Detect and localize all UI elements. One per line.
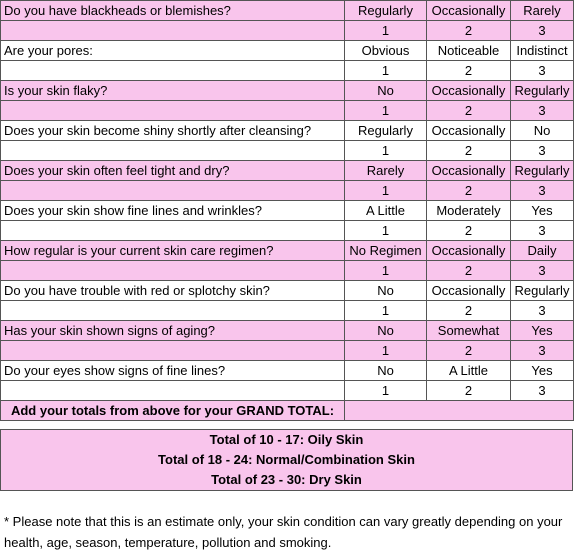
answer-option: Obvious (345, 41, 427, 61)
score-value: 2 (427, 381, 511, 401)
answer-option: Rarely (511, 1, 574, 21)
grand-total-label: Add your totals from above for your GRAND TOTAL: (1, 401, 345, 421)
answer-option: Occasionally (427, 81, 511, 101)
score-row (1, 61, 574, 81)
score-value: 2 (427, 301, 511, 321)
answer-option: Yes (511, 361, 574, 381)
answer-option: Regularly (511, 81, 574, 101)
score-value: 1 (345, 101, 427, 121)
answer-option: No (345, 281, 427, 301)
question-row (1, 361, 574, 381)
score-value: 3 (511, 381, 574, 401)
score-row-spacer (1, 261, 345, 281)
answer-option: Occasionally (427, 1, 511, 21)
score-row-spacer (1, 221, 345, 241)
score-row (1, 381, 574, 401)
question-row (1, 41, 574, 61)
answer-option: Yes (511, 201, 574, 221)
score-value: 3 (511, 101, 574, 121)
score-value: 1 (345, 301, 427, 321)
score-row-spacer (1, 141, 345, 161)
result-normal-combination: Total of 18 - 24: Normal/Combination Skin (158, 452, 415, 467)
answer-option: Rarely (345, 161, 427, 181)
score-row (1, 181, 574, 201)
score-value: 2 (427, 61, 511, 81)
question-text: Do you have blackheads or blemishes? (1, 1, 345, 21)
score-row-spacer (1, 101, 345, 121)
answer-option: Occasionally (427, 161, 511, 181)
question-row (1, 161, 574, 181)
score-value: 2 (427, 261, 511, 281)
answer-option: Regularly (511, 161, 574, 181)
score-row-spacer (1, 381, 345, 401)
answer-option: Regularly (511, 281, 574, 301)
answer-option: No (345, 321, 427, 341)
score-row-spacer (1, 61, 345, 81)
question-row (1, 321, 574, 341)
score-row (1, 301, 574, 321)
question-row (1, 121, 574, 141)
score-row-spacer (1, 341, 345, 361)
question-row (1, 241, 574, 261)
answer-option: Occasionally (427, 121, 511, 141)
score-value: 3 (511, 341, 574, 361)
answer-option: Occasionally (427, 281, 511, 301)
answer-option: Moderately (427, 201, 511, 221)
answer-option: Yes (511, 321, 574, 341)
score-value: 2 (427, 21, 511, 41)
question-row (1, 281, 574, 301)
score-row (1, 141, 574, 161)
question-text: Does your skin become shiny shortly after cleansing? (1, 121, 345, 141)
question-text: Does your skin show fine lines and wrinkles? (1, 201, 345, 221)
score-row (1, 261, 574, 281)
question-text: Do you have trouble with red or splotchy skin? (1, 281, 345, 301)
score-row (1, 101, 574, 121)
results-box (0, 429, 573, 491)
score-value: 3 (511, 301, 574, 321)
score-row-spacer (1, 301, 345, 321)
answer-option: Regularly (345, 1, 427, 21)
question-row (1, 1, 574, 21)
answer-option: Occasionally (427, 241, 511, 261)
answer-option: A Little (427, 361, 511, 381)
score-value: 2 (427, 341, 511, 361)
score-value: 1 (345, 221, 427, 241)
answer-option: Noticeable (427, 41, 511, 61)
score-value: 1 (345, 381, 427, 401)
answer-option: No (345, 81, 427, 101)
question-row (1, 81, 574, 101)
answer-option: A Little (345, 201, 427, 221)
result-oily: Total of 10 - 17: Oily Skin (209, 432, 364, 447)
answer-option: Regularly (345, 121, 427, 141)
score-value: 3 (511, 181, 574, 201)
question-text: Do your eyes show signs of fine lines? (1, 361, 345, 381)
score-value: 1 (345, 61, 427, 81)
question-text: Has your skin shown signs of aging? (1, 321, 345, 341)
score-value: 2 (427, 141, 511, 161)
score-value: 1 (345, 141, 427, 161)
score-value: 2 (427, 181, 511, 201)
score-value: 3 (511, 21, 574, 41)
score-value: 1 (345, 341, 427, 361)
skin-quiz-body (1, 1, 574, 421)
disclaimer-note: * Please note that this is an estimate only, your skin condition can vary greatly depending on your health, age, season, temperature, pollution and smoking. (4, 514, 563, 550)
score-value: 3 (511, 61, 574, 81)
answer-option: Indistinct (511, 41, 574, 61)
grand-total-value-cell[interactable] (345, 401, 574, 421)
score-value: 3 (511, 141, 574, 161)
question-text: Are your pores: (1, 41, 345, 61)
answer-option: No Regimen (345, 241, 427, 261)
result-dry: Total of 23 - 30: Dry Skin (211, 472, 362, 487)
answer-option: Somewhat (427, 321, 511, 341)
score-row (1, 341, 574, 361)
score-value: 1 (345, 21, 427, 41)
answer-option: No (511, 121, 574, 141)
question-row (1, 201, 574, 221)
grand-total-row (1, 401, 574, 421)
answer-option: No (345, 361, 427, 381)
score-value: 1 (345, 261, 427, 281)
score-row-spacer (1, 21, 345, 41)
question-text: Is your skin flaky? (1, 81, 345, 101)
score-row (1, 221, 574, 241)
score-value: 2 (427, 221, 511, 241)
score-value: 1 (345, 181, 427, 201)
question-text: Does your skin often feel tight and dry? (1, 161, 345, 181)
score-value: 2 (427, 101, 511, 121)
score-value: 3 (511, 261, 574, 281)
score-value: 3 (511, 221, 574, 241)
score-row (1, 21, 574, 41)
answer-option: Daily (511, 241, 574, 261)
question-text: How regular is your current skin care regimen? (1, 241, 345, 261)
score-row-spacer (1, 181, 345, 201)
